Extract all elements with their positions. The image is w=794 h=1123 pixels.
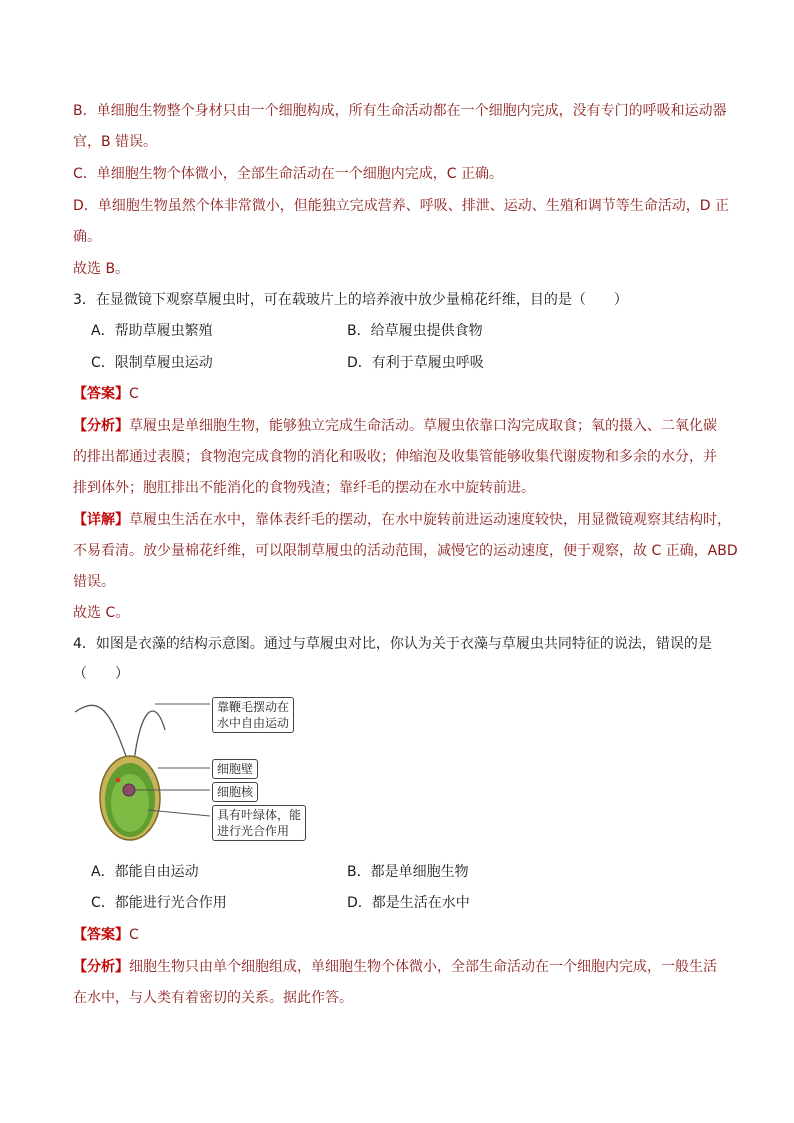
chlamydomonas-diagram [70, 690, 320, 855]
q3-option-b: B．给草履虫提供食物 [347, 323, 483, 339]
q4-analysis-line-2: 在水中，与人类有着密切的关系。据此作答。 [73, 990, 353, 1006]
label-cell-wall: 细胞壁 [212, 759, 258, 779]
q4-option-b: B．都是单细胞生物 [347, 864, 469, 880]
q3-option-a: A．帮助草履虫繁殖 [91, 323, 213, 339]
choose-b-line: 故选 B。 [73, 261, 130, 277]
label-chloroplast-line-1: 具有叶绿体，能 [217, 808, 302, 822]
d-analysis-line-2: 确。 [73, 229, 101, 245]
detail-tag: 【详解】 [73, 512, 129, 528]
q4-option-c: C．都能进行光合作用 [91, 895, 227, 911]
analysis-tag: 【分析】 [73, 418, 129, 434]
b-analysis-line-2: 官，B 错误。 [73, 134, 158, 150]
q4-stem-line-2: （ ） [73, 666, 129, 682]
q4-answer-line [73, 925, 733, 945]
q4-option-d: D．都是生活在水中 [347, 895, 470, 911]
answer-tag: 【答案】 [73, 927, 129, 943]
q3-detail-line-3: 错误。 [73, 574, 115, 590]
q3-option-d: D．有利于草履虫呼吸 [347, 355, 484, 371]
q3-analysis-line-3: 排到体外；胞肛排出不能消化的食物残渣；靠纤毛的摆动在水中旋转前进。 [73, 480, 535, 496]
analysis-text: 细胞生物只由单个细胞组成，单细胞生物个体微小，全部生命活动在一个细胞内完成，一般生活 [129, 959, 717, 975]
q4-option-a: A．都能自由运动 [91, 864, 199, 880]
q4-stem-line-1: 4．如图是衣藻的结构示意图。通过与草履虫对比，你认为关于衣藻与草履虫共同特征的说法，错误的是 [73, 636, 712, 652]
c-analysis-line: C．单细胞生物个体微小，全部生命活动在一个细胞内完成，C 正确。 [73, 166, 503, 182]
q3-stem: 3．在显微镜下观察草履虫时，可在载玻片上的培养液中放少量棉花纤维，目的是（ ） [73, 292, 628, 308]
label-flagella-line-2: 水中自由运动 [217, 716, 290, 730]
q4-analysis-line-1 [73, 957, 733, 977]
q3-option-c: C．限制草履虫运动 [91, 355, 213, 371]
q3-analysis-line-1 [73, 416, 733, 436]
label-chloroplast [212, 805, 306, 841]
q3-detail-line-2: 不易看清。放少量棉花纤维，可以限制草履虫的活动范围，减慢它的运动速度，便于观察，故 C 正确，ABD [73, 543, 738, 559]
answer-value: C [129, 927, 139, 943]
label-flagella-line-1: 靠鞭毛摆动在 [217, 700, 290, 714]
analysis-text: 草履虫是单细胞生物，能够独立完成生命活动。草履虫依靠口沟完成取食；氧的摄入、二氧化碳 [129, 418, 717, 434]
q3-detail-line-1 [73, 510, 733, 530]
analysis-tag: 【分析】 [73, 959, 129, 975]
q3-answer-line [73, 384, 733, 404]
label-flagella [212, 697, 294, 733]
choose-c-line: 故选 C。 [73, 605, 130, 621]
label-chloroplast-line-2: 进行光合作用 [217, 824, 290, 838]
d-analysis-line-1: D．单细胞生物虽然个体非常微小，但能独立完成营养、呼吸、排泄、运动、生殖和调节等生命活动，D 正 [73, 198, 730, 214]
answer-value: C [129, 386, 139, 402]
b-analysis-line-1: B．单细胞生物整个身材只由一个细胞构成，所有生命活动都在一个细胞内完成，没有专门的呼吸和运动器 [73, 103, 727, 119]
q3-analysis-line-2: 的排出都通过表膜；食物泡完成食物的消化和吸收；伸缩泡及收集管能够收集代谢废物和多余的水分，并 [73, 449, 717, 465]
label-nucleus: 细胞核 [212, 782, 258, 802]
answer-tag: 【答案】 [73, 386, 129, 402]
detail-text: 草履虫生活在水中，靠体表纤毛的摆动，在水中旋转前进运动速度较快，用显微镜观察其结构时， [129, 512, 731, 528]
